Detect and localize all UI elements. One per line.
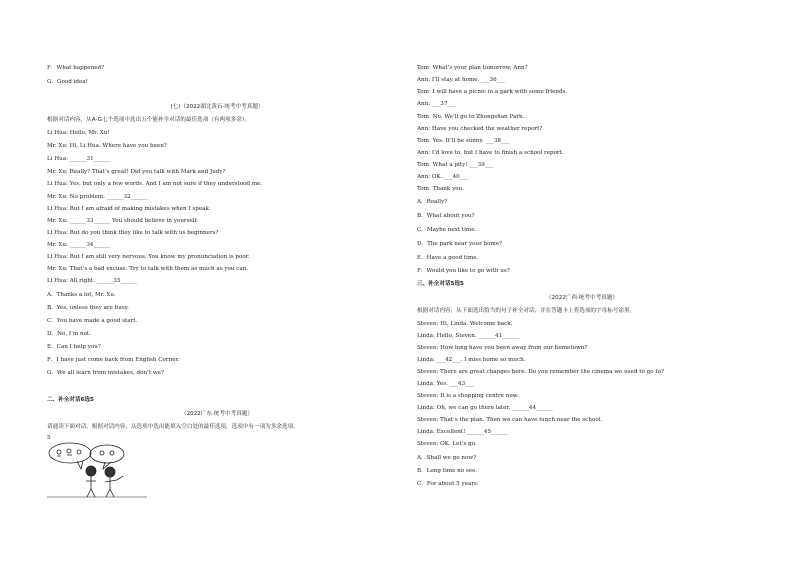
left-line: Li Hua: All right. ______35______ [47, 278, 138, 284]
left-line: Mr. Xu: ______34______ [47, 242, 111, 248]
left-line: Mr. Xu: That’s a bad excuse. Try to talk with them as much as you can. [47, 266, 249, 272]
right-line: Linda: Yes. ___43___ [417, 381, 474, 387]
right-line: E．Have a good time. [417, 255, 479, 261]
left-line: （2022广东·统考中考真题） [181, 411, 253, 417]
right-line: Steven: There are great changes here. Do you remember the cinema we used to go to? [417, 369, 664, 375]
right-line: （2022广西·统考中考真题） [546, 295, 618, 301]
left-line: 二、补全对话6选5 [47, 397, 94, 403]
dialogue-illustration [47, 441, 147, 499]
right-line: Ann: OK. ___40___ [417, 174, 469, 180]
right-line: Tom: Yes. It’ll be sunny. ___38___ [417, 138, 510, 144]
left-line: Li Hua: But do you think they like to talk with us beginners? [47, 230, 219, 236]
left-line: Mr. Xu: Really? That’s great! Did you talk with Mark and Judy? [47, 169, 226, 175]
right-line: Steven: It is a shopping centre now. [417, 393, 519, 399]
right-line: F．Would you like to go with us? [417, 268, 510, 274]
left-line: Mr. Xu: No problem. ______32______ [47, 194, 148, 200]
right-line: 三、补全对话5选5 [417, 281, 464, 287]
right-line: Tom: Thank you. [417, 186, 464, 192]
left-line: Li Hua: But I am still very nervous. You know my pronunciation is poor. [47, 254, 250, 260]
right-line: Linda: Hello, Steven. ______41______ [417, 333, 520, 339]
right-line: B．What about you? [417, 213, 475, 219]
left-line: (七)（2022湖北黄石·统考中考真题） [170, 104, 264, 110]
right-line: C．For about 5 years. [417, 481, 479, 487]
right-line: Tom: What’s your plan tomorrow, Ann? [417, 65, 528, 71]
right-line: Ann: I’ll stay at home. ___36___ [417, 77, 506, 83]
left-line: D．No, I’m not. [47, 331, 91, 337]
right-line: Ann: Have you checked the weather report? [417, 126, 543, 132]
left-line: C．You have made a good start. [47, 318, 138, 324]
left-line: F．What happened? [47, 65, 105, 71]
speech-bubble-right [90, 445, 124, 463]
right-line: Tom: What a pity! ___39___ [417, 162, 494, 168]
left-line: 请通读下面对话，根据对话内容，从选项中选出能填入空白处的最佳选项，选项中有一项为多余选项。 [47, 424, 299, 430]
right-line: Linda: Excellent! ______45______ [417, 429, 508, 435]
right-line: 根据对话内容，从下面选出恰当的句子补全对话，并在答题卡上将选项的字母标号涂黑。 [417, 308, 636, 314]
right-line: Steven: OK. Let’s go. [417, 441, 477, 447]
right-line: Linda: ___42___. I miss home so much. [417, 357, 526, 363]
right-line: D．The park near your home? [417, 241, 503, 247]
left-line: Mr. Xu: ______33______ You should believe in yourself. [47, 218, 199, 224]
left-line: Li Hua: ______31______ [47, 156, 111, 162]
right-line: Tom: I will have a picnic in a park with some friends. [417, 89, 568, 95]
left-line: 根据对话内容，从A-G七个选项中选出五个能补全对话的最佳选项（有两项多余）。 [47, 117, 251, 123]
right-line: B．Long time no see. [417, 468, 478, 474]
right-line: A．Shall we go now? [417, 455, 477, 461]
left-line: Li Hua: Hello, Mr. Xu! [47, 130, 110, 136]
left-line: E．Can I help you? [47, 344, 101, 350]
right-line: Ann: I’d love to, but I have to finish a school report. [417, 150, 564, 156]
left-line: B．Yes, unless they are busy. [47, 305, 129, 311]
right-line: Steven: Hi, Linda. Welcome back. [417, 321, 513, 327]
right-line: Linda: Oh, we can go there later. ______44______ [417, 405, 553, 411]
right-line: C．Maybe next time. [417, 227, 477, 233]
right-line: Steven: That’s the plan. Then we can have lunch near the school. [417, 417, 603, 423]
left-line: F．I have just come back from English Corner. [47, 357, 180, 363]
left-line: Mr. Xu: Hi, Li Hua. Where have you been? [47, 143, 167, 149]
left-line: Li Hua: Yes, but only a few words. And I am not sure if they understood me. [47, 181, 263, 187]
right-line: A．Really? [417, 199, 448, 205]
left-line: G．We all learn from mistakes, don’t we? [47, 370, 164, 376]
right-line: Tom: No. We’ll go to Zhongshan Park. [417, 114, 525, 120]
left-line: A．Thanks a lot, Mr. Xu. [47, 292, 116, 298]
left-line: 5 [47, 435, 51, 441]
left-line: G．Good idea! [47, 79, 88, 85]
right-line: Ann: ___37___ [417, 101, 456, 107]
left-line: Li Hua: But I am afraid of making mistakes when I speak. [47, 206, 211, 212]
right-line: Steven: How long have you been away from our hometown? [417, 345, 588, 351]
